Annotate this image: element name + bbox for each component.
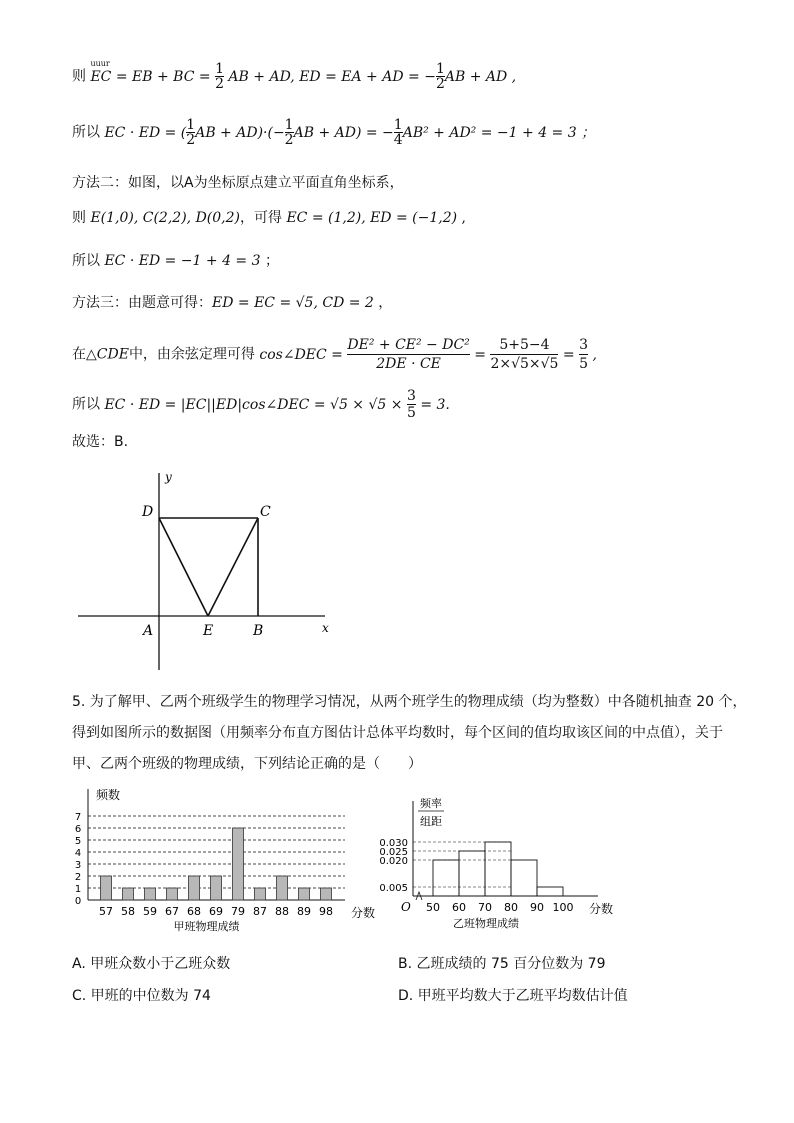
histogram-bar-70-80 (485, 842, 511, 896)
segment-EC (208, 518, 258, 616)
y-tick-label: 0.025 (379, 847, 408, 858)
solution-line-4: 则 E(1,0), C(2,2), D(0,2)，可得 EC = (1,2), ED = (−1,2) , (72, 210, 466, 226)
histogram-bar-60-70 (459, 851, 485, 896)
point-C-label: C (260, 504, 271, 520)
x-tick-label: 88 (275, 905, 289, 918)
option-B[interactable]: B. 乙班成绩的 75 百分位数为 79 (398, 956, 606, 972)
y-tick-label: 0.020 (379, 856, 408, 867)
question-text-line-2: 得到如图所示的数据图（用频率分布直方图估计总体平均数时，每个区间的值均取该区间的中点值），关于 (72, 725, 723, 741)
answer-line: 故选：B. (72, 434, 129, 450)
bar-69 (211, 876, 222, 900)
y-tick-label: 5 (74, 836, 82, 847)
chart-title: 乙班物理成绩 (453, 917, 519, 930)
coordinate-figure (70, 465, 350, 675)
bar-59 (145, 888, 156, 900)
y-tick-label: 7 (74, 812, 82, 823)
option-D[interactable]: D. 甲班平均数大于乙班平均数估计值 (398, 988, 628, 1004)
class-yi-histogram (368, 795, 628, 938)
y-tick-label: 3 (74, 860, 82, 871)
bar-88 (277, 876, 288, 900)
x-tick-label: 50 (426, 901, 440, 914)
y-tick-label: 2 (74, 872, 82, 883)
y-tick-label: 0.030 (379, 838, 408, 849)
bar-89 (299, 888, 310, 900)
bar-68 (189, 876, 200, 900)
x-axis-label: 分数 (351, 906, 376, 920)
solution-line-5: 所以 EC · ED = −1 + 4 = 3 ； (72, 253, 279, 269)
x-axis-label: x (322, 621, 329, 635)
y-label-bottom: 组距 (420, 815, 442, 828)
x-tick-label: 70 (478, 901, 492, 914)
y-tick-label: 0.005 (379, 883, 408, 894)
class-jia-frequency-chart (70, 783, 376, 938)
chart-title: 甲班物理成绩 (173, 920, 240, 933)
x-tick-label: 80 (504, 901, 518, 914)
point-A-label: A (143, 623, 154, 639)
y-axis-label: 频数 (96, 788, 121, 802)
bar-57 (101, 876, 112, 900)
bar-58 (123, 888, 134, 900)
y-tick-label: 0 (74, 896, 82, 907)
solution-line-1: 则 EC uuur = EB + BC = $\frac{1}{2}$ AB + AD, ED = EA + AD = $-\frac{1}{2}$ AB + AD , (72, 58, 517, 92)
bar-98 (321, 888, 332, 900)
origin-label: O (401, 900, 411, 914)
point-D-label: D (142, 504, 154, 520)
question-text-line-1: 5. 为了解甲、乙两个班级学生的物理学习情况，从两个班学生的物理成绩（均为整数）中各随机抽查 20 个， (72, 694, 747, 710)
histogram-bar-90-100 (537, 887, 563, 896)
x-tick-label: 67 (165, 905, 179, 918)
x-axis-label: 分数 (589, 902, 614, 916)
y-label-top: 频率 (420, 797, 442, 810)
solution-line-8: 所以 EC · ED = |EC||ED|cos∠DEC = √5 × √5 × 3 5 = 3. (72, 388, 450, 421)
y-tick-label: 6 (74, 824, 82, 835)
y-tick-label: 4 (74, 848, 82, 859)
x-tick-label: 69 (209, 905, 223, 918)
histogram-bar-50-60 (433, 860, 459, 896)
bar-79 (233, 828, 244, 900)
x-tick-label: 59 (143, 905, 157, 918)
bar-87 (255, 888, 266, 900)
x-tick-label: 87 (253, 905, 267, 918)
x-tick-label: 79 (231, 905, 245, 918)
x-tick-label: 68 (187, 905, 201, 918)
x-tick-label: 98 (319, 905, 333, 918)
option-C[interactable]: C. 甲班的中位数为 74 (72, 988, 211, 1004)
x-tick-label: 90 (530, 901, 544, 914)
method-three-line: 方法三：由题意可得：ED = EC = √5, CD = 2 ， (72, 295, 393, 311)
x-tick-label: 57 (99, 905, 113, 918)
solution-line-2: 所以 EC · ED = (1 2 AB + AD)·(−1 2 AB + AD) = −1 4 AB² + AD² = −1 + 4 = 3 ； (72, 117, 596, 148)
y-axis-label: y (165, 470, 172, 484)
point-B-label: B (253, 623, 264, 639)
method-two-heading: 方法二：如图，以A为坐标原点建立平面直角坐标系， (72, 175, 404, 191)
solution-line-7: 在△CDE中，由余弦定理可得 cos∠DEC = DE² + CE² − DC² 2DE · CE = 5+5−4 2×√5×√5 = 3 5 , (72, 337, 597, 372)
bar-67 (167, 888, 178, 900)
y-tick-label: 1 (74, 884, 82, 895)
option-A[interactable]: A. 甲班众数小于乙班众数 (72, 956, 231, 972)
x-tick-label: 100 (552, 901, 574, 914)
segment-DE (159, 518, 208, 616)
histogram-bar-80-90 (511, 860, 537, 896)
question-text-line-3: 甲、乙两个班级的物理成绩，下列结论正确的是（ ） (72, 756, 422, 772)
x-tick-label: 89 (297, 905, 311, 918)
x-tick-label: 60 (452, 901, 466, 914)
x-tick-label: 58 (121, 905, 135, 918)
point-E-label: E (203, 623, 214, 639)
